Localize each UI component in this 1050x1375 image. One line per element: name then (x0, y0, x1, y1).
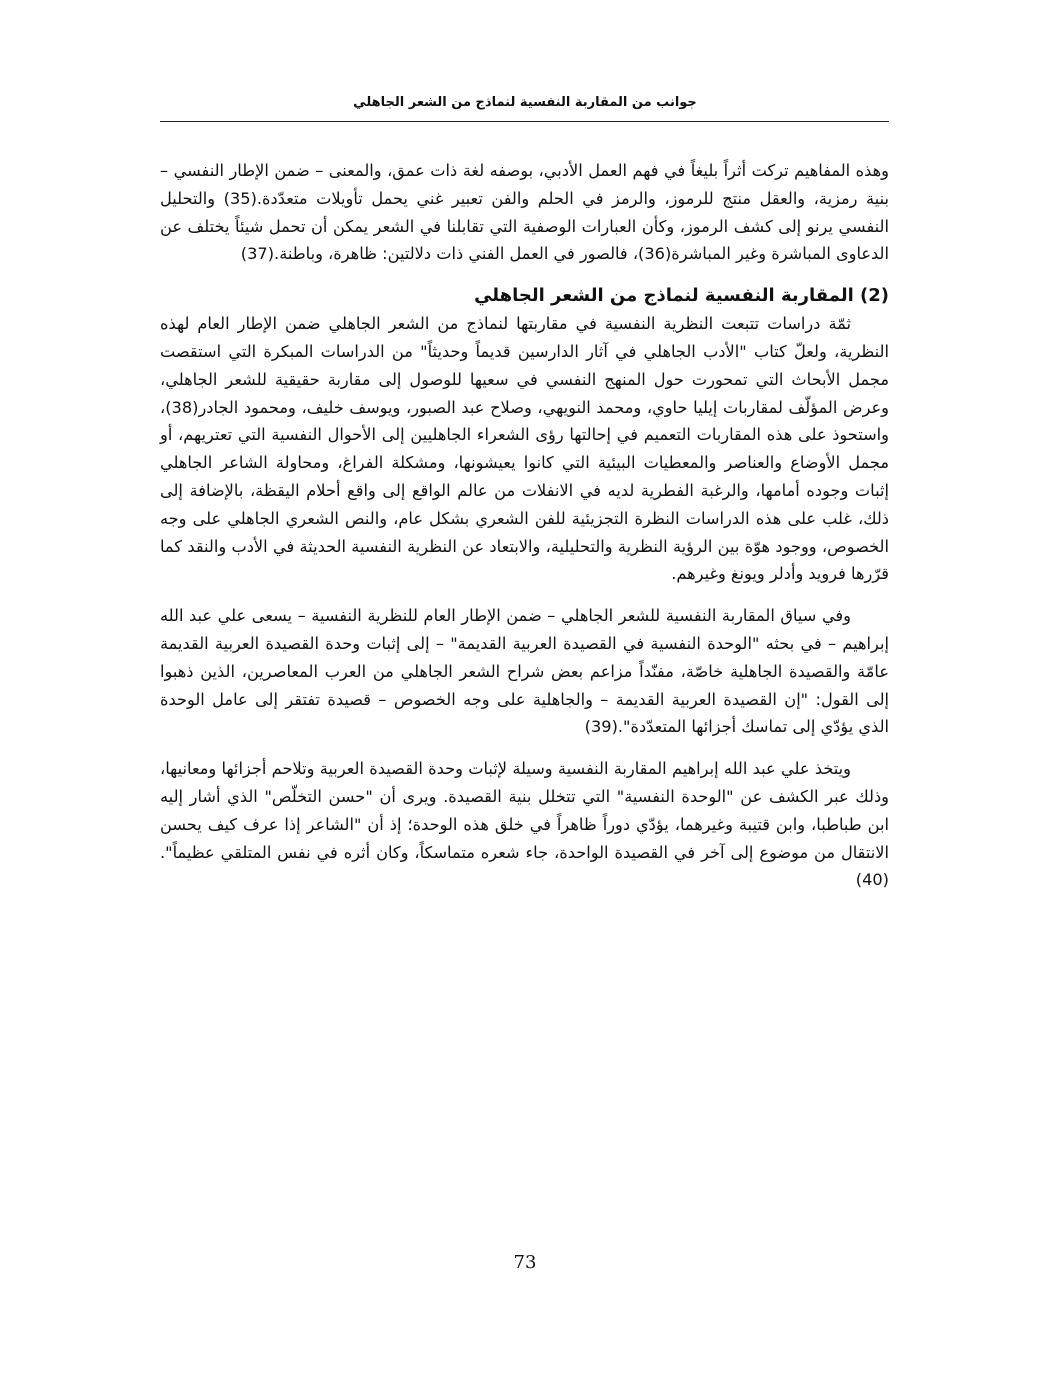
paragraph-1: وهذه المفاهيم تركت أثراً بليغاً في فهم العمل الأدبي، بوصفه لغة ذات عمق، والمعنى – ضمن الإطار النفسي – بنية رمزية، والعقل منتج للرموز، والرمز في الحلم والفن تعبير غني يحمل تأويلات متعدّدة.(35) والتحليل النفسي يرنو إلى كشف الرموز، وكأن العبارات الوصفية التي تقابلنا في الشعر يمكن أن تحمل شيئاً يختلف عن الدعاوى المباشرة وغير المباشرة(36)، فالصور في العمل الفني ذات دلالتين: ظاهرة، وباطنة.(37) (160, 161, 889, 264)
page-number: 73 (513, 1252, 537, 1273)
paragraph-3: وفي سياق المقاربة النفسية للشعر الجاهلي – ضمن الإطار العام للنظرية النفسية – يسعى علي عبد الله إبراهيم – في بحثه "الوحدة النفسية في القصيدة العربية القديمة" – إلى إثبات وحدة القصيدة العربية القديمة عامّة والقصيدة الجاهلية خاصّة، مفنّداً مزاعم بعض شراح الشعر الجاهلي من العرب المعاصرين، الذين ذهبوا إلى القول: "إن القصيدة العربية القديمة – والجاهلية على وجه الخصوص – قصيدة تفتقر إلى عامل الوحدة الذي يؤدّي إلى تماسك أجزائها المتعدّدة".(39) (160, 606, 889, 737)
paragraph-2: ثمّة دراسات تتبعت النظرية النفسية في مقاربتها لنماذج من الشعر الجاهلي ضمن الإطار العام لهذه النظرية، ولعلّ كتاب "الأدب الجاهلي في آثار الدارسين قديماً وحديثاً" من الدراسات المبكرة التي استقصت مجمل الأبحاث التي تمحورت حول المنهج النفسي في سعيها للوصول إلى مقاربة حقيقية للشعر الجاهلي، وعرض المؤلّف لمقاربات إيليا حاوي، ومحمد النويهي، وصلاح عبد الصبور، ويوسف خليف، ومحمود الجادر(38)، واستحوذ على هذه المقاربات التعميم في إحالتها رؤى الشعراء الجاهليين إلى الأحوال النفسية التي تعتريهم، أو مجمل الأوضاع والعناصر والمعطيات البيئية التي كانوا يعيشونها، ومشكلة الفراغ، ومحاولة الشاعر الجاهلي إثبات وجوده أمامها، والرغبة الفطرية لديه في الانفلات من عالم الواقع إلى واقع أحلام اليقظة، بالإضافة إلى ذلك، غلب على هذه الدراسات النظرة التجزيئية للفن الشعري بشكل عام، والنص الشعري الجاهلي على وجه الخصوص، ووجود هوّة بين الرؤية النظرية والتحليلية، والابتعاد عن النظرية النفسية الحديثة في الأدب والنقد كما قرّرها فرويد وأدلر ويونغ وغيرهم. (160, 314, 889, 584)
header-rule (160, 121, 889, 122)
body-text (160, 157, 889, 894)
running-header: جوانب من المقاربة النفسية لنماذج من الشعر الجاهلي (353, 95, 697, 110)
section-heading: (2) المقاربة النفسية لنماذج من الشعر الجاهلي (474, 285, 889, 307)
paragraph-4: ويتخذ علي عبد الله إبراهيم المقاربة النفسية وسيلة لإثبات وحدة القصيدة العربية وتلاحم أجزائها ومعانيها، وذلك عبر الكشف عن "الوحدة النفسية" التي تتخلل بنية القصيدة. ويرى أن "حسن التخلّص" الذي أشار إليه ابن طباطبا، وابن قتيبة وغيرهما، يؤدّي دوراً ظاهراً في خلق هذه الوحدة؛ إذ أن "الشاعر إذا عرف كيف يحسن الانتقال من موضوع إلى آخر في القصيدة الواحدة، جاء شعره متماسكاً، وكان أثره في نفس المتلقي عظيماً".(40) (160, 759, 889, 890)
